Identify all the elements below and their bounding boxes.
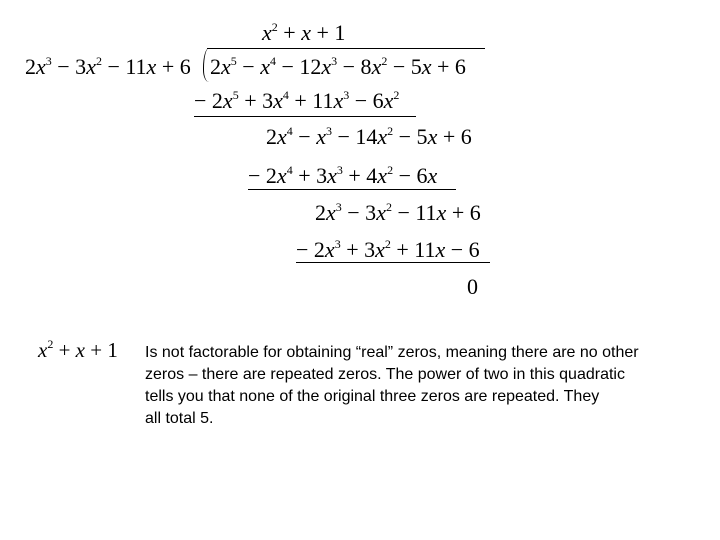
dividend: $2x^5 - x^4 - 12x^3 - 8x^2 - 5x + 6$ [210, 54, 466, 79]
explanation-line: zeros – there are repeated zeros. The power of two in this quadratic [145, 366, 625, 383]
explanation-line: Is not factorable for obtaining “real” zeros, meaning there are no other [145, 344, 639, 361]
subtraction-line-2 [248, 189, 456, 190]
subtraction-step-3: − $2x^3 + 3x^2 + 11x - 6$ [296, 237, 480, 262]
divisor: $2x^3 - 3x^2 - 11x + 6$ [25, 54, 191, 79]
subtraction-step-2: − $2x^4 + 3x^3 + 4x^2 - 6x$ [248, 163, 438, 188]
remainder-step-2: $2x^3 - 3x^2 - 11x + 6$ [315, 200, 481, 225]
subtraction-line-1 [194, 116, 416, 117]
subtraction-step-1: − $2x^5 + 3x^4 + 11x^3 - 6x^2$ [194, 88, 400, 113]
quotient: $x^2 + x + 1$ [262, 20, 346, 45]
division-bar [207, 48, 485, 49]
remainder-step-1: $2x^4 - x^3 - 14x^2 - 5x + 6$ [266, 124, 472, 149]
final-remainder: 0 [467, 274, 478, 299]
explanation-line: tells you that none of the original three zeros are repeated. They [145, 388, 600, 405]
division-bracket [203, 48, 210, 82]
explanation-line: all total 5. [145, 410, 214, 427]
quadratic-factor: $x^2 + x + 1$ [38, 337, 118, 362]
subtraction-line-3 [296, 262, 490, 263]
explanation-text [145, 342, 715, 430]
